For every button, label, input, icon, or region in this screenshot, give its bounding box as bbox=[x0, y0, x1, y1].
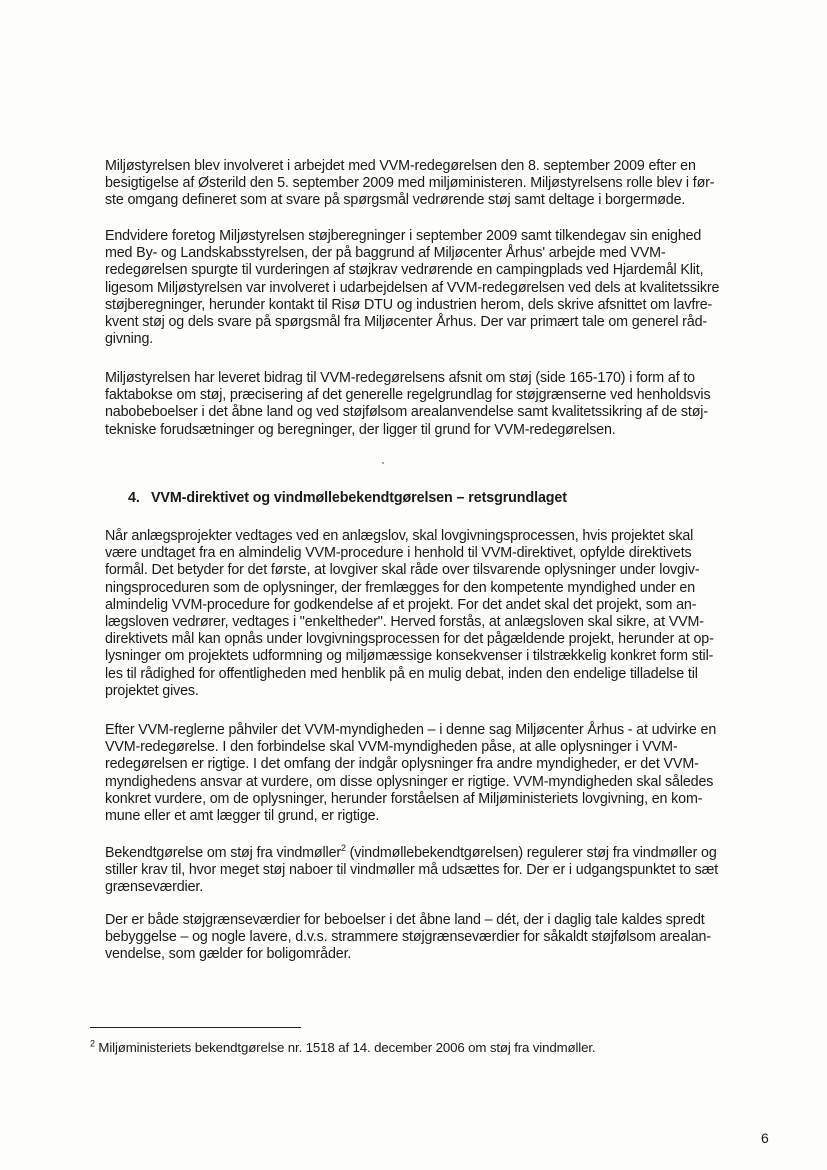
section-title: VVM-direktivet og vindmøllebekendtgørelsen – retsgrundlaget bbox=[151, 490, 567, 506]
footnote bbox=[90, 1040, 595, 1055]
footnote-text: Miljøministeriets bekendtgørelse nr. 1518 af 14. december 2006 om støj fra vindmøller. bbox=[94, 1040, 596, 1055]
footnote-divider bbox=[90, 1027, 301, 1028]
section-heading bbox=[128, 490, 567, 506]
paragraph-construction-act: Når anlægsprojekter vedtages ved en anlægslov, skal lovgivningsprocessen, hvis projektet skal være undtaget fra en almindelig VVM-procedure i henhold til VVM-direktivet, opfylde direktivets formål. Det betyder for det første, at lovgiver skal råde over tilsvarende oplysninger under lovgiv- ningsproceduren som de oplysninger, der fremlægges for den kompetente myndighed under en almindelig VVM-procedure for godkendelse af et projekt. For det andet skal det projekt, som an- lægsloven vedrører, vedtages i "enkeltheder". Herved forstås, at anlægsloven skal sikre, at VVM- direktivets mål kan opnås under lovgivningsprocessen for det pågældende projekt, herunder at op- lysninger om projektets udformning og miljømæssige konsekvenser i tilstrækkelig konkret form stil- les til rådighed for offentligheden med henblik på en mulig debat, inden den endelige tilladelse til projektet gives. bbox=[105, 528, 714, 699]
paragraph-limit-values: Der er både støjgrænseværdier for beboelser i det åbne land – dét, der i daglig tale kaldes spredt bebyggelse – og nogle lavere, d.v.s. strammere støjgrænseværdier for såkaldt støjfølsom arealan- vendelse, som gælder for boligområder. bbox=[105, 912, 711, 963]
footnote-reference[interactable]: 2 bbox=[340, 843, 346, 854]
paragraph-text-rest: (vindmøllebekendtgørelsen) regulerer støj fra vindmøller og stiller krav til, hvor meget støj naboer til vindmøller må udsættes for. Der er i udgangspunktet to sæt grænseværdier. bbox=[105, 845, 719, 896]
scan-speck bbox=[382, 462, 384, 464]
paragraph-noise-calculations: Endvidere foretog Miljøstyrelsen støjberegninger i september 2009 samt tilkendegav sin enighed med By- og Landskabsstyrelsen, der på baggrund af Miljøcenter Århus' arbejde med VVM- redegørelsen spurgte til vurderingen af støjkrav vedrørende en campingplads ved Hjardemål Klit, ligesom Miljøstyrelsen var involveret i udarbejdelsen af VVM-redegørelsen ved dels at kvalitetssikre støjberegninger, herunder kontakt til Risø DTU og industrien herom, dels skrive afsnittet om lavfre- kvent støj og dels svare på spørgsmål fra Miljøcenter Århus. Der var primært tale om generel råd- givning. bbox=[105, 228, 720, 348]
paragraph-text-start: Bekendtgørelse om støj fra vindmøller bbox=[105, 845, 341, 861]
paragraph-contribution: Miljøstyrelsen har leveret bidrag til VVM-redegørelsens afsnit om støj (side 165-170) i form af to faktabokse om støj, præcisering af det generelle regelgrundlag for støjgrænserne ved henholdsvis nabobeboelser i det åbne land og ved støjfølsom arealanvendelse samt kvalitetssikring af de støj- tekniske forudsætninger og beregninger, der ligger til grund for VVM-redegørelsen. bbox=[105, 370, 711, 438]
section-number: 4. bbox=[128, 490, 140, 506]
paragraph-involvement: Miljøstyrelsen blev involveret i arbejdet med VVM-redegørelsen den 8. september 2009 efter en besigtigelse af Østerild den 5. september 2009 med miljøministeren. Miljøstyrelsens rolle blev i før- ste omgang defineret som at svare på spørgsmål vedrørende støj samt deltage i borgermøde. bbox=[105, 158, 715, 209]
paragraph-vvm-authority: Efter VVM-reglerne påhviler det VVM-myndigheden – i denne sag Miljøcenter Århus - at udvirke en VVM-redegørelse. I den forbindelse skal VVM-myndigheden påse, at alle oplysninger i VVM- redegørelsen er rigtige. I det omfang der indgår oplysninger fra andre myndigheder, er det VVM- myndighedens ansvar at vurdere, om disse oplysninger er rigtige. VVM-myndigheden skal således konkret vurdere, om de oplysninger, herunder forståelsen af Miljøministeriets lovgivning, en kom- mune eller et amt lægger til grund, er rigtige. bbox=[105, 722, 717, 825]
footnote-marker: 2 bbox=[90, 1038, 95, 1049]
page-number: 6 bbox=[761, 1130, 769, 1146]
paragraph-wind-turbine-order bbox=[105, 845, 777, 897]
